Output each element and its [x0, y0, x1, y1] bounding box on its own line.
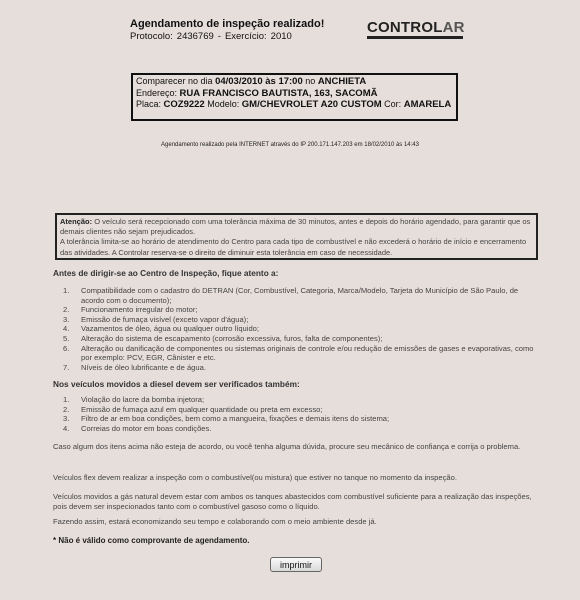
- controlar-logo: [367, 19, 465, 36]
- plate-label: Placa:: [136, 99, 162, 109]
- attention-box: [55, 213, 538, 260]
- page-title: Agendamento de inspeção realizado!: [130, 18, 325, 30]
- color-value: AMARELA: [403, 99, 452, 110]
- list-item-text: Filtro de ar em boa condições, bem como a mangueira, fixações e demais itens do sistema;: [81, 414, 390, 424]
- section1-list: [63, 286, 543, 372]
- print-button[interactable]: imprimir: [270, 557, 322, 572]
- section2-heading: Nos veículos movidos a diesel devem ser verificados também:: [53, 379, 300, 389]
- list-item: [63, 414, 543, 424]
- list-item: [63, 363, 543, 373]
- list-item-text: Alteração ou danificação de componentes ou sistemas originais de controle e/ou redução de emissões de gases e evaporativas, como por exemplo: PCV, EGR, Cânister e etc.: [81, 343, 534, 363]
- list-item: [63, 324, 543, 334]
- list-item-text: Emissão de fumaça visível (exceto vapor d'água);: [81, 314, 249, 324]
- protocol-value: 2436769: [176, 31, 214, 42]
- scheduling-notice: Agendamento realizado pela INTERNET através do IP 200.171.147.203 em 18/02/2010 às 14:43: [161, 142, 419, 148]
- paragraph-flex: Veículos flex devem realizar a inspeção com o combustível(ou mistura) que estiver no tanque no momento da inspeção.: [53, 473, 457, 482]
- logo-suffix-text: AR: [442, 19, 465, 36]
- logo-main-text: CONTROL: [367, 19, 443, 36]
- list-item: [63, 286, 543, 305]
- list-item: [63, 405, 543, 415]
- list-item-text: Vazamentos de óleo, água ou qualquer outro líquido;: [81, 324, 260, 334]
- color-label: Cor:: [384, 99, 402, 109]
- list-item-text: Violação do lacre da bomba injetora;: [81, 395, 205, 404]
- list-item-text: Compatibilidade com o cadastro do DETRAN (Cor, Combustível, Categoria, Marca/Modelo, Tarjeta do Município de São Paulo, de acordo com o documento);: [81, 286, 519, 305]
- address-label: Endereço:: [136, 87, 178, 98]
- appointment-line3: [136, 99, 456, 111]
- list-item-number: 2.: [63, 305, 70, 315]
- exercise-label: Exercício:: [224, 31, 267, 42]
- list-item-text: Alteração do sistema de escapamento (corrosão excessiva, furos, falta de componentes);: [81, 333, 383, 343]
- validity-warning: * Não é válido como comprovante de agendamento.: [53, 536, 250, 545]
- paragraph-natural-gas: Veículos movidos a gás natural devem estar com ambos os tanques abastecidos com combustível suficiente para a realização das inspeções, pois devem ser inspecionados tanto com o combustível gasoso como o líquido.: [53, 492, 532, 511]
- plate-value: COZ9222: [163, 99, 205, 110]
- appointment-line2: [136, 88, 456, 100]
- list-item-number: 5.: [63, 333, 70, 343]
- protocol-line: [130, 31, 296, 42]
- list-item: [63, 305, 543, 315]
- list-item: [63, 334, 543, 344]
- appointment-line1: [136, 76, 456, 88]
- list-item-text: Correias do motor em boas condições.: [81, 423, 212, 433]
- list-item-number: 2.: [63, 404, 70, 414]
- attention-text1: [60, 217, 533, 237]
- appointment-location: ANCHIETA: [317, 76, 367, 87]
- list-item: [63, 315, 543, 325]
- model-label: Modelo:: [207, 99, 240, 109]
- list-item-text: Emissão de fumaça azul em qualquer quantidade ou preta em excesso;: [81, 404, 323, 414]
- exercise-value: 2010: [270, 31, 292, 42]
- list-item-text: Funcionamento irregular do motor;: [81, 305, 198, 315]
- list-item: [63, 395, 543, 405]
- list-item-number: 1.: [63, 286, 70, 295]
- address-value: RUA FRANCISCO BAUTISTA, 163, SACOMÃ: [179, 87, 378, 99]
- list-item-number: 7.: [63, 362, 70, 372]
- attention-body1: O veículo será recepcionado com uma tolerância máxima de 30 minutos, antes e depois do horário agendado, para garantir que os demais clientes não sejam prejudicados.: [60, 217, 531, 237]
- logo-underline: [367, 36, 463, 39]
- appointment-datetime: 04/03/2010 às 17:00: [215, 76, 303, 87]
- attention-label: Atenção:: [60, 217, 93, 226]
- appointment-prefix: Comparecer no dia: [136, 76, 213, 86]
- list-item-number: 4.: [63, 324, 70, 334]
- list-item-text: Níveis de óleo lubrificante e de água.: [81, 362, 206, 372]
- list-item-number: 4.: [63, 423, 70, 433]
- attention-text2: A tolerância limita-se ao horário de atendimento do Centro para cada tipo de combustível e não excederá o horário de início e encerramento das atividades. A Controlar reserva-se o direito de diminuir esta tolerância em caso de necessidade.: [60, 237, 527, 257]
- section2-list: [63, 395, 543, 433]
- separator: -: [217, 31, 221, 42]
- appointment-mid: no: [305, 76, 316, 86]
- section1-heading: Antes de dirigir-se ao Centro de Inspeção, fique atento a:: [53, 268, 279, 278]
- list-item-number: 1.: [63, 395, 70, 404]
- paragraph-problem: Caso algum dos itens acima não esteja de acordo, ou você tenha alguma dúvida, procure seu mecânico de confiança e corrija o problema.: [53, 442, 521, 451]
- appointment-box: [131, 73, 458, 121]
- list-item-number: 3.: [63, 314, 70, 324]
- list-item: [63, 424, 543, 434]
- paragraph-closing: Fazendo assim, estará economizando seu tempo e colaborando com o meio ambiente desde já.: [53, 517, 377, 526]
- protocol-label: Protocolo:: [130, 31, 173, 42]
- list-item-number: 3.: [63, 414, 70, 424]
- model-value: GM/CHEVROLET A20 CUSTOM: [241, 99, 382, 110]
- list-item: [63, 344, 543, 363]
- list-item-number: 6.: [63, 343, 70, 353]
